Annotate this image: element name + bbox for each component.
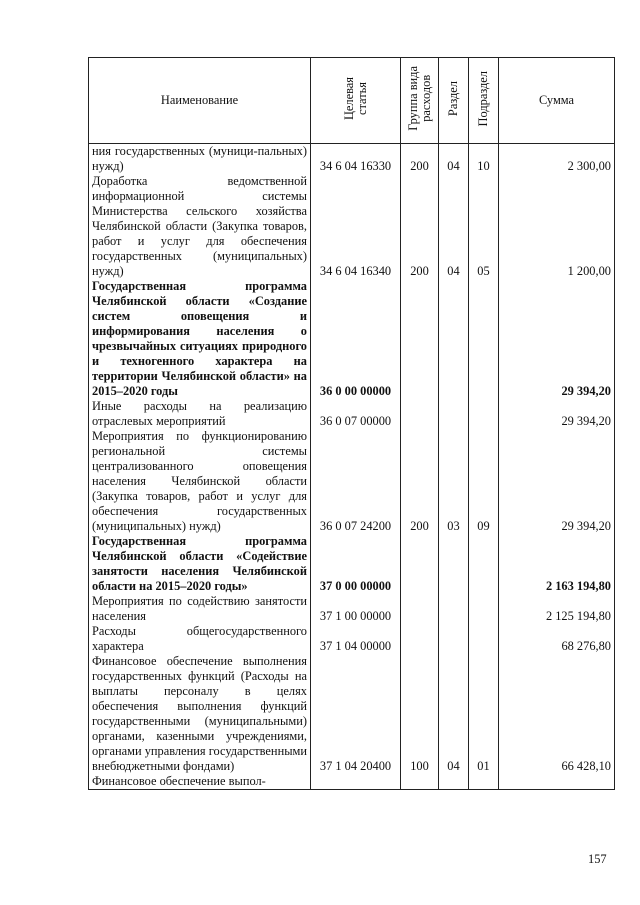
- cell-group: [401, 624, 439, 654]
- cell-section: 04: [439, 144, 469, 175]
- table-row: [89, 279, 615, 399]
- cell-article: 36 0 07 00000: [311, 399, 401, 429]
- cell-name: Финансовое обеспечение выпол-: [89, 774, 311, 790]
- cell-group: [401, 774, 439, 790]
- header-sum: Сумма: [499, 58, 615, 144]
- cell-article: 34 6 04 16340: [311, 174, 401, 279]
- header-group-line2: расходов: [418, 75, 433, 122]
- cell-article: [311, 774, 401, 790]
- cell-article: 37 0 00 00000: [311, 534, 401, 594]
- cell-article: 36 0 00 00000: [311, 279, 401, 399]
- header-subsection: [469, 58, 499, 144]
- header-group: [401, 58, 439, 144]
- cell-group: [401, 594, 439, 624]
- cell-sum: 29 394,20: [499, 429, 615, 534]
- cell-sum: 2 300,00: [499, 144, 615, 175]
- header-section-text: Раздел: [446, 80, 460, 117]
- cell-sum: 2 125 194,80: [499, 594, 615, 624]
- cell-subsection: [469, 624, 499, 654]
- cell-article: 37 1 00 00000: [311, 594, 401, 624]
- cell-section: [439, 534, 469, 594]
- cell-group: 200: [401, 429, 439, 534]
- header-group-text: [407, 66, 433, 131]
- cell-sum: [499, 774, 615, 790]
- cell-name: Мероприятия по содействию занятости населения: [89, 594, 311, 624]
- cell-section: 03: [439, 429, 469, 534]
- table-body: [89, 144, 615, 790]
- table-header-row: [89, 58, 615, 144]
- table-row: [89, 624, 615, 654]
- cell-subsection: 09: [469, 429, 499, 534]
- cell-name: Государственная программа Челябинской области «Содействие занятости населения Челябинской области на 2015–2020 годы»: [89, 534, 311, 594]
- cell-sum: 29 394,20: [499, 279, 615, 399]
- cell-subsection: 05: [469, 174, 499, 279]
- cell-name: ния государственных (муници-пальных) нужд): [89, 144, 311, 175]
- cell-section: [439, 624, 469, 654]
- cell-name: Доработка ведомственной информационной системы Министерства сельского хозяйства Челябинской области (Закупка товаров, работ и услуг для обеспечения государственных (муниципальных) нужд): [89, 174, 311, 279]
- cell-subsection: 01: [469, 654, 499, 774]
- cell-subsection: [469, 399, 499, 429]
- page-number: 157: [588, 852, 607, 866]
- cell-group: 200: [401, 144, 439, 175]
- header-section: [439, 58, 469, 144]
- budget-table: [88, 57, 615, 790]
- table-row: [89, 174, 615, 279]
- header-article: [311, 58, 401, 144]
- cell-sum: 2 163 194,80: [499, 534, 615, 594]
- cell-subsection: [469, 534, 499, 594]
- cell-sum: 29 394,20: [499, 399, 615, 429]
- cell-section: [439, 774, 469, 790]
- cell-section: [439, 594, 469, 624]
- header-article-line2: статья: [354, 82, 369, 116]
- cell-name: Финансовое обеспечение выполнения государственных функций (Расходы на выплаты персоналу в целях обеспечения выполнения функций государственными (муниципальными) органами, казенными учреждениями, органами управления государственными внебюджетными фондами): [89, 654, 311, 774]
- cell-subsection: [469, 594, 499, 624]
- table-row: [89, 774, 615, 790]
- cell-article: 37 1 04 20400: [311, 654, 401, 774]
- cell-article: 36 0 07 24200: [311, 429, 401, 534]
- cell-subsection: 10: [469, 144, 499, 175]
- cell-group: [401, 399, 439, 429]
- header-article-text: [343, 77, 369, 120]
- cell-section: [439, 279, 469, 399]
- cell-group: [401, 279, 439, 399]
- header-subsection-text: Подраздел: [476, 70, 490, 127]
- cell-name: Иные расходы на реализацию отраслевых мероприятий: [89, 399, 311, 429]
- cell-subsection: [469, 774, 499, 790]
- cell-sum: 1 200,00: [499, 174, 615, 279]
- cell-name: Мероприятия по функционированию региональной системы централизованного оповещения населения Челябинской области (Закупка товаров, работ и услуг для обеспечения государственных (муниципальных) нужд): [89, 429, 311, 534]
- cell-sum: 66 428,10: [499, 654, 615, 774]
- cell-article: 37 1 04 00000: [311, 624, 401, 654]
- cell-subsection: [469, 279, 499, 399]
- table-row: [89, 594, 615, 624]
- cell-section: [439, 399, 469, 429]
- cell-group: 200: [401, 174, 439, 279]
- table-row: [89, 534, 615, 594]
- header-article-line1: Целевая: [341, 76, 356, 121]
- header-name: Наименование: [89, 58, 311, 144]
- cell-article: 34 6 04 16330: [311, 144, 401, 175]
- cell-section: 04: [439, 654, 469, 774]
- cell-group: [401, 534, 439, 594]
- cell-name: Государственная программа Челябинской области «Создание систем оповещения и информирования населения о чрезвычайных ситуациях природного и техногенного характера на территории Челябинской области» на 2015–2020 годы: [89, 279, 311, 399]
- table-row: [89, 654, 615, 774]
- table-row: [89, 399, 615, 429]
- cell-sum: 68 276,80: [499, 624, 615, 654]
- table-row: [89, 429, 615, 534]
- cell-group: 100: [401, 654, 439, 774]
- header-group-line1: Группа вида: [405, 66, 420, 131]
- cell-section: 04: [439, 174, 469, 279]
- table-row: [89, 144, 615, 175]
- cell-name: Расходы общегосударственного характера: [89, 624, 311, 654]
